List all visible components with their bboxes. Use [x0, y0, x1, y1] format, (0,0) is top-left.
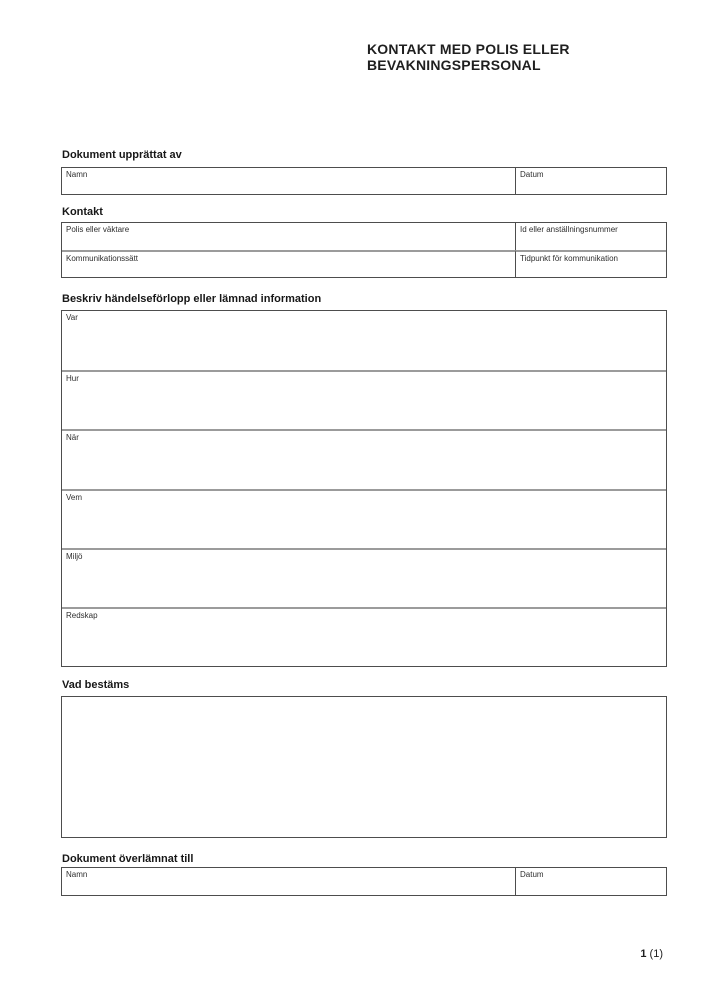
page-number-total: (1) [649, 948, 663, 960]
description-var-label: Var [66, 313, 78, 322]
description-redskap-field[interactable] [62, 607, 666, 666]
document-title-line1: KONTAKT MED POLIS ELLER [367, 41, 570, 57]
communication-method-label: Kommunikationssätt [66, 254, 139, 263]
contact-table [61, 222, 667, 278]
communication-time-field[interactable] [515, 250, 666, 277]
police-or-guard-field[interactable] [62, 223, 515, 250]
section-heading-description: Beskriv händelseförlopp eller lämnad information [62, 293, 322, 305]
section-heading-decision: Vad bestäms [62, 679, 130, 691]
id-number-label: Id eller anställningsnummer [520, 225, 618, 234]
page-number [640, 948, 663, 961]
description-nar-label: När [66, 433, 79, 443]
created-by-date-field[interactable] [515, 168, 666, 194]
section-heading-handed-to: Dokument överlämnat till [62, 853, 194, 865]
description-miljo-field[interactable] [62, 548, 666, 607]
description-vem-label: Vem [66, 492, 83, 502]
description-miljo-label: Miljö [66, 551, 83, 561]
created-by-table [61, 167, 667, 195]
decision-field[interactable] [61, 696, 667, 838]
description-hur-field[interactable] [62, 370, 666, 429]
description-nar-field[interactable] [62, 429, 666, 488]
document-title-line2: BEVAKNINGSPERSONAL [367, 57, 541, 73]
description-var-field[interactable] [62, 311, 666, 370]
handed-to-name-label: Namn [66, 870, 88, 879]
page-number-current: 1 [640, 948, 647, 960]
created-by-name-field[interactable] [62, 168, 515, 194]
communication-method-field[interactable] [62, 250, 515, 277]
created-by-name-label: Namn [66, 170, 88, 179]
description-table [61, 310, 667, 667]
description-vem-field[interactable] [62, 489, 666, 548]
section-heading-created-by: Dokument upprättat av [62, 149, 182, 161]
id-number-field[interactable] [515, 223, 666, 250]
section-heading-contact: Kontakt [62, 206, 103, 218]
communication-time-label: Tidpunkt för kommunikation [520, 254, 618, 263]
handed-to-table [61, 867, 667, 896]
document-title [367, 41, 570, 73]
description-hur-label: Hur [66, 374, 79, 384]
created-by-date-label: Datum [520, 170, 544, 179]
handed-to-name-field[interactable] [62, 868, 515, 895]
police-or-guard-label: Polis eller väktare [66, 225, 130, 234]
description-redskap-label: Redskap [66, 610, 98, 620]
handed-to-date-field[interactable] [515, 868, 666, 895]
handed-to-date-label: Datum [520, 870, 544, 879]
